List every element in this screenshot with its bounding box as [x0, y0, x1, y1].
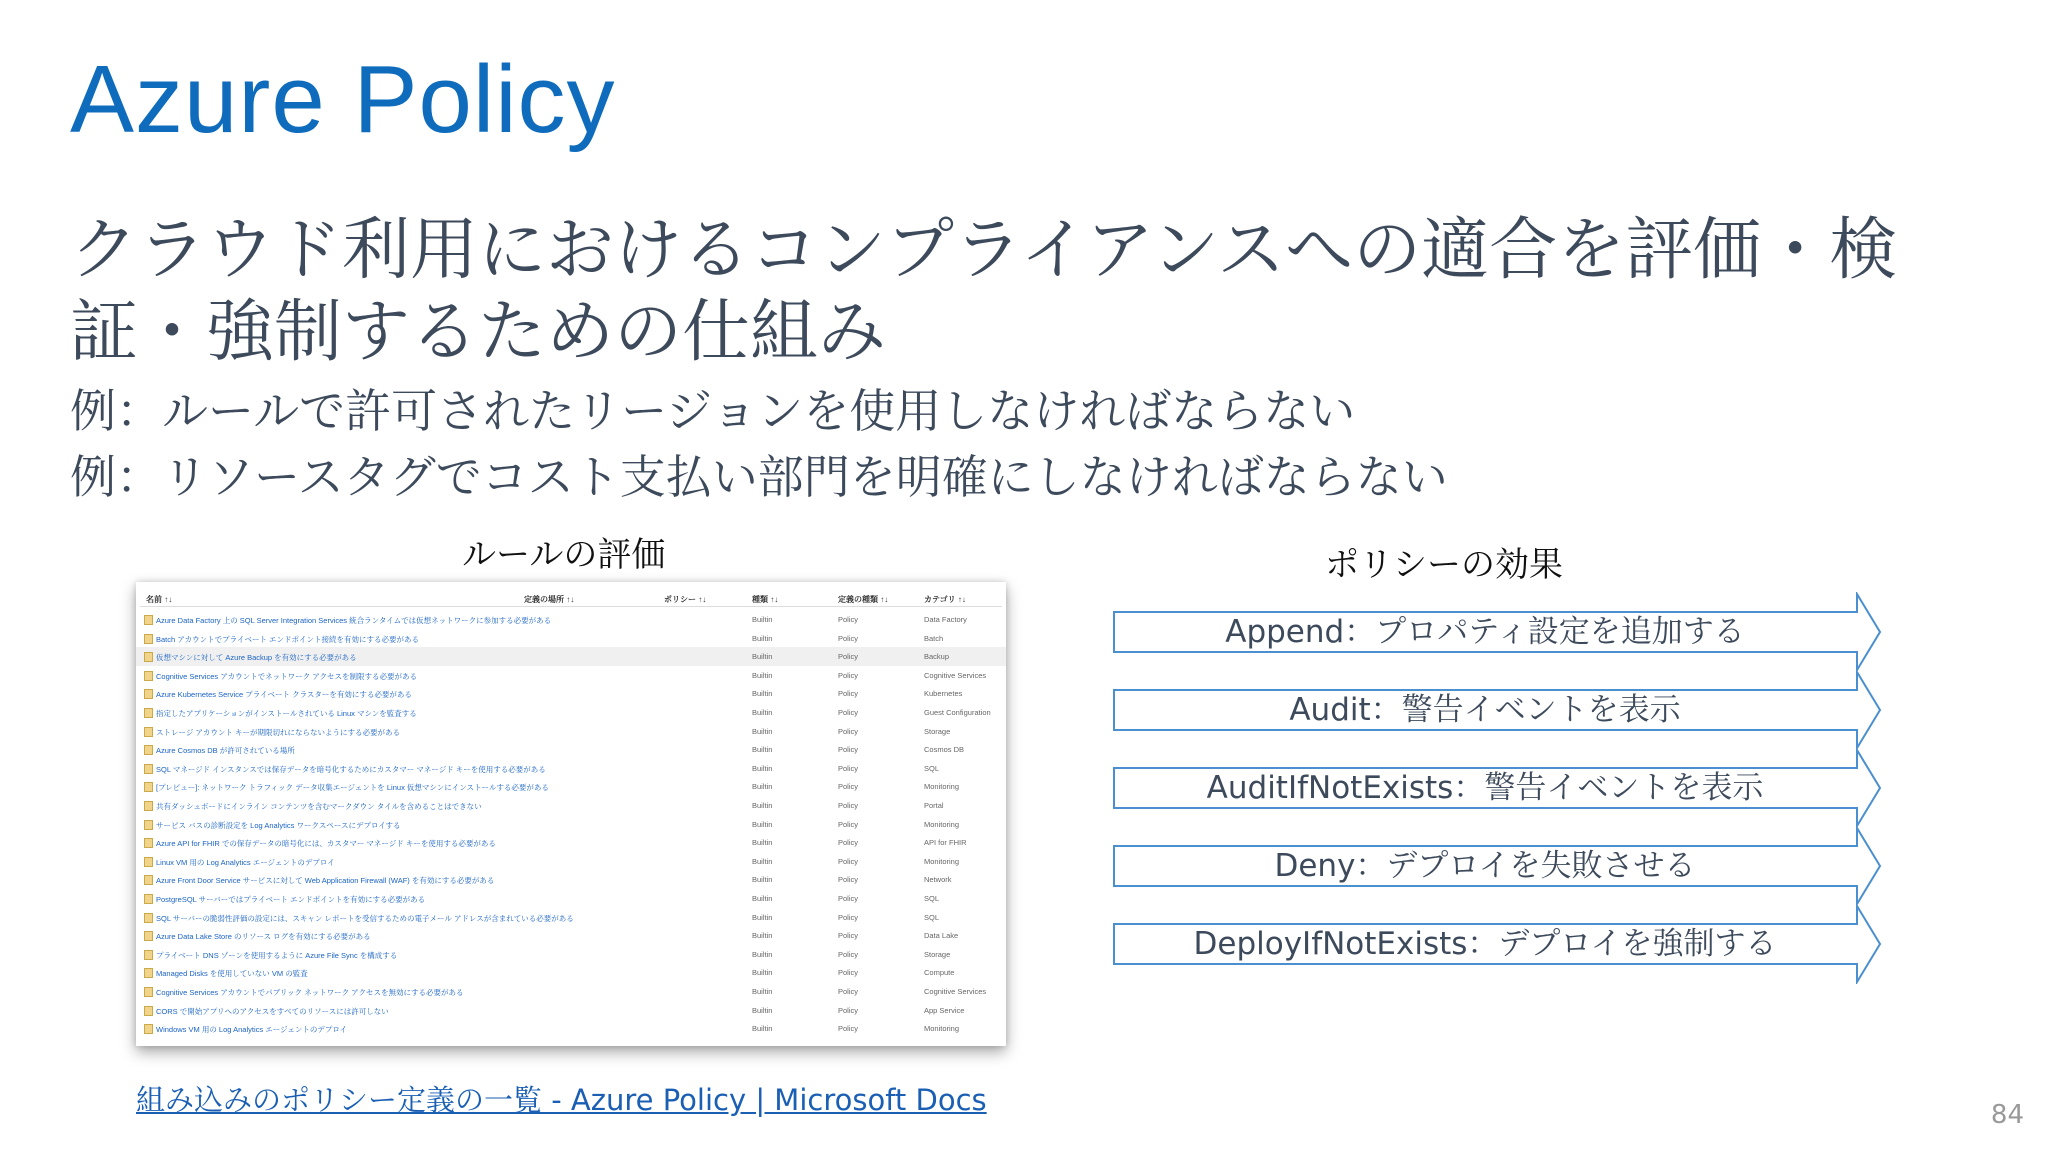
row-type: Builtin: [752, 708, 773, 717]
table-row[interactable]: [136, 1019, 1006, 1038]
row-definition-type: Policy: [838, 875, 859, 885]
row-category: Portal: [924, 801, 944, 810]
header-definition-location: 定義の場所 ↑↓: [524, 595, 575, 604]
row-definition-type: Policy: [838, 894, 859, 903]
row-category: Cognitive Services: [924, 987, 987, 996]
row-type: Builtin: [752, 819, 773, 829]
policy-doc-icon: [144, 875, 153, 885]
header-type: 種類 ↑↓: [752, 595, 779, 604]
row-name[interactable]: Windows VM 用の Log Analytics エージェントのデプロイ: [156, 1025, 348, 1035]
row-name[interactable]: PostgreSQL サーバーではプライベート エンドポイントを有効にする必要がある: [156, 895, 426, 904]
effect-arrow: [1112, 904, 1882, 984]
table-row[interactable]: [136, 815, 1006, 834]
row-name[interactable]: Azure Kubernetes Service プライベート クラスターを有効にする必要がある: [156, 690, 412, 700]
row-category: SQL: [924, 912, 940, 922]
row-type: Builtin: [752, 894, 773, 903]
row-name[interactable]: [プレビュー]: ネットワーク トラフィック データ収集エージェントを Linux 仮想マシンにインストールする必要がある: [156, 783, 549, 793]
table-row[interactable]: [136, 963, 1006, 982]
header-divider: [140, 606, 1002, 607]
row-name[interactable]: 共有ダッシュボードにインライン コンテンツを含むマークダウン タイルを含めることはできない: [156, 802, 482, 811]
policy-doc-icon: [144, 838, 153, 848]
policy-doc-icon: [144, 782, 153, 792]
table-row[interactable]: [136, 759, 1006, 778]
row-type: Builtin: [752, 856, 773, 866]
table-row[interactable]: [136, 945, 1006, 964]
slide-title: Azure Policy: [70, 46, 616, 153]
row-category: Monitoring: [924, 1024, 960, 1034]
row-name[interactable]: Azure Cosmos DB が許可されている場所: [156, 746, 295, 756]
policy-doc-icon: [144, 894, 153, 904]
row-type: Builtin: [752, 670, 773, 680]
row-category: App Service: [924, 1005, 965, 1015]
policy-definitions-screenshot: [136, 582, 1006, 1046]
effect-label: DeployIfNotExists：デプロイを強制する: [1193, 926, 1777, 962]
row-type: Builtin: [752, 633, 773, 643]
row-name[interactable]: Azure Data Factory 上の SQL Server Integration Services 統合ランタイムでは仮想ネットワークに参加する必要がある: [156, 616, 552, 625]
row-definition-type: Policy: [838, 819, 859, 829]
row-category: Cosmos DB: [924, 745, 965, 755]
row-category: Storage: [924, 949, 951, 959]
row-category: Cognitive Services: [924, 670, 987, 680]
row-type: Builtin: [752, 652, 773, 662]
header-category: カテゴリ ↑↓: [924, 595, 966, 604]
row-category: Compute: [924, 968, 955, 978]
row-name[interactable]: Managed Disks を使用していない VM の監査: [156, 969, 308, 979]
header-name: 名前 ↑↓: [146, 595, 173, 604]
row-definition-type: Policy: [838, 801, 859, 810]
slide-subtitle: クラウド利用におけるコンプライアンスへの適合を評価・検証・強制するための仕組み: [70, 211, 1898, 372]
header-policy: ポリシー ↑↓: [664, 595, 707, 604]
row-definition-type: Policy: [838, 652, 859, 662]
policy-doc-icon: [144, 913, 153, 923]
effect-label: AuditIfNotExists：警告イベントを表示: [1206, 770, 1764, 806]
row-category: Batch: [924, 633, 944, 643]
page-number: 84: [1990, 1100, 2024, 1130]
row-type: Builtin: [752, 745, 773, 755]
table-row[interactable]: [136, 833, 1006, 852]
row-name[interactable]: Batch アカウントでプライベート エンドポイント接続を有効にする必要がある: [156, 634, 420, 644]
row-category: Monitoring: [924, 856, 960, 866]
row-definition-type: Policy: [838, 689, 859, 699]
table-row[interactable]: [136, 666, 1006, 685]
row-category: Data Lake: [924, 931, 959, 941]
row-type: Builtin: [752, 1005, 773, 1015]
effect-label: Deny：デプロイを失敗させる: [1274, 848, 1696, 884]
rule-evaluation-caption: ルールの評価: [462, 535, 666, 575]
row-name[interactable]: Linux VM 用の Log Analytics エージェントのデプロイ: [156, 857, 335, 867]
row-name[interactable]: Azure API for FHIR での保存データの暗号化には、カスタマー マネージド キーを使用する必要がある: [156, 839, 496, 849]
policy-doc-icon: [144, 689, 153, 699]
row-name[interactable]: Azure Front Door Service サービスに対して Web Application Firewall (WAF) を有効にする必要がある: [156, 876, 495, 886]
row-category: Monitoring: [924, 782, 960, 792]
row-definition-type: Policy: [838, 633, 859, 643]
row-definition-type: Policy: [838, 968, 859, 978]
row-definition-type: Policy: [838, 708, 859, 717]
policy-effects-list: [1112, 592, 1882, 1022]
row-type: Builtin: [752, 615, 773, 624]
table-row[interactable]: [136, 703, 1006, 722]
example-2: 例：リソースタグでコスト支払い部門を明確にしなければならない: [70, 450, 1448, 504]
row-definition-type: Policy: [838, 912, 859, 922]
row-definition-type: Policy: [838, 726, 859, 736]
row-category: SQL: [924, 894, 940, 903]
effect-label: Append：プロパティ設定を追加する: [1225, 614, 1745, 650]
row-category: Guest Configuration: [924, 708, 991, 717]
row-category: Network: [924, 875, 952, 885]
policy-doc-icon: [144, 820, 153, 830]
table-row[interactable]: [136, 926, 1006, 945]
row-type: Builtin: [752, 1024, 773, 1034]
policy-doc-icon: [144, 857, 153, 867]
row-type: Builtin: [752, 801, 773, 810]
policy-doc-icon: [144, 1006, 153, 1016]
policy-doc-icon: [144, 708, 153, 718]
policy-doc-icon: [144, 987, 153, 997]
table-row[interactable]: [136, 684, 1006, 703]
row-name[interactable]: 仮想マシンに対して Azure Backup を有効にする必要がある: [156, 653, 357, 663]
table-row[interactable]: [136, 889, 1006, 908]
row-definition-type: Policy: [838, 949, 859, 959]
policy-effects-caption: ポリシーの効果: [1325, 545, 1563, 585]
table-row[interactable]: [136, 722, 1006, 741]
policy-doc-icon: [144, 1024, 153, 1034]
row-name[interactable]: SQL サーバーの脆弱性評価の設定には、スキャン レポートを受信するための電子メール アドレスが含まれている必要がある: [156, 913, 574, 923]
policy-doc-icon: [144, 615, 153, 625]
effect-label: Audit：警告イベントを表示: [1289, 692, 1681, 728]
effect-arrow: [1112, 592, 1882, 672]
row-category: API for FHIR: [924, 838, 967, 848]
example-1: 例：ルールで許可されたリージョンを使用しなければならない: [70, 384, 1356, 438]
policy-doc-icon: [144, 801, 153, 811]
row-definition-type: Policy: [838, 782, 859, 792]
row-name[interactable]: Azure Data Lake Store のリソース ログを有効にする必要がある: [156, 932, 371, 942]
row-name[interactable]: サービス バスの診断設定を Log Analytics ワークスペースにデプロイする: [156, 820, 401, 830]
row-type: Builtin: [752, 987, 773, 996]
table-row[interactable]: [136, 870, 1006, 889]
row-definition-type: Policy: [838, 1024, 859, 1034]
row-type: Builtin: [752, 838, 773, 848]
row-definition-type: Policy: [838, 670, 859, 680]
row-category: Kubernetes: [924, 689, 963, 699]
row-definition-type: Policy: [838, 931, 859, 941]
row-type: Builtin: [752, 763, 773, 773]
table-row[interactable]: [136, 740, 1006, 759]
row-name[interactable]: Cognitive Services アカウントでパブリック ネットワーク アクセスを無効にする必要がある: [156, 988, 464, 997]
table-row[interactable]: [136, 908, 1006, 927]
microsoft-docs-link[interactable]: 組み込みのポリシー定義の一覧 - Azure Policy | Microsoft Docs: [136, 1083, 987, 1117]
policy-doc-icon: [144, 652, 153, 662]
table-row[interactable]: [136, 610, 1006, 629]
row-name[interactable]: Cognitive Services アカウントでネットワーク アクセスを制限する必要がある: [156, 671, 417, 681]
table-row[interactable]: [136, 852, 1006, 871]
header-definition-type: 定義の種類 ↑↓: [838, 595, 889, 604]
effect-arrow: [1112, 670, 1882, 750]
effect-arrow: [1112, 748, 1882, 828]
policy-doc-icon: [144, 745, 153, 755]
row-name[interactable]: ストレージ アカウント キーが期限切れにならないようにする必要がある: [156, 727, 400, 737]
row-definition-type: Policy: [838, 838, 859, 848]
row-name[interactable]: プライベート DNS ゾーンを使用するように Azure File Sync を構成する: [156, 950, 398, 960]
row-name[interactable]: SQL マネージド インスタンスでは保存データを暗号化するためにカスタマー マネージド キーを使用する必要がある: [156, 764, 546, 774]
row-type: Builtin: [752, 875, 773, 885]
row-type: Builtin: [752, 949, 773, 959]
policy-doc-icon: [144, 931, 153, 941]
policy-doc-icon: [144, 634, 153, 644]
row-definition-type: Policy: [838, 763, 859, 773]
table-row[interactable]: [136, 1001, 1006, 1020]
table-row[interactable]: [136, 796, 1006, 815]
row-definition-type: Policy: [838, 987, 859, 996]
row-category: Storage: [924, 726, 951, 736]
table-row[interactable]: [136, 647, 1006, 666]
row-category: SQL: [924, 763, 940, 773]
row-type: Builtin: [752, 726, 773, 736]
row-category: Data Factory: [924, 615, 967, 624]
policy-doc-icon: [144, 764, 153, 774]
row-name[interactable]: 指定したアプリケーションがインストールされている Linux マシンを監査する: [156, 709, 417, 718]
row-name[interactable]: CORS で開始アプリへのアクセスをすべてのリソースには許可しない: [156, 1006, 389, 1016]
table-row[interactable]: [136, 982, 1006, 1001]
policy-doc-icon: [144, 950, 153, 960]
row-definition-type: Policy: [838, 745, 859, 755]
row-definition-type: Policy: [838, 856, 859, 866]
row-type: Builtin: [752, 931, 773, 941]
row-type: Builtin: [752, 689, 773, 699]
table-row[interactable]: [136, 629, 1006, 648]
row-definition-type: Policy: [838, 1005, 859, 1015]
policy-doc-icon: [144, 671, 153, 681]
row-definition-type: Policy: [838, 615, 859, 624]
row-type: Builtin: [752, 968, 773, 978]
effect-arrow: [1112, 826, 1882, 906]
policy-doc-icon: [144, 968, 153, 978]
row-type: Builtin: [752, 912, 773, 922]
row-type: Builtin: [752, 782, 773, 792]
row-category: Monitoring: [924, 819, 960, 829]
row-category: Backup: [924, 652, 950, 662]
policy-doc-icon: [144, 727, 153, 737]
table-row[interactable]: [136, 777, 1006, 796]
